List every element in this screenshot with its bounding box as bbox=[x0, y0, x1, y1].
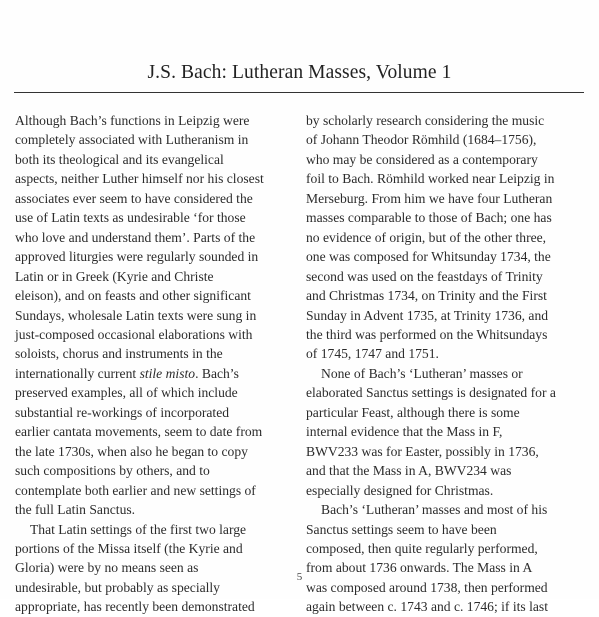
text-line: just-composed occasional elaborations with bbox=[15, 326, 253, 342]
right-column bbox=[306, 111, 586, 617]
text-line: Merseburg. From him we have four Lutheran bbox=[306, 190, 553, 206]
text-line: elaborated Sanctus settings is designated for a bbox=[306, 385, 556, 401]
text-line: masses comparable to those of Bach; one has bbox=[306, 210, 552, 226]
paragraph bbox=[306, 111, 586, 364]
text-line: was composed around 1738, then performed bbox=[306, 579, 548, 595]
text-line: appropriate, has recently been demonstrated bbox=[15, 599, 255, 615]
text-line: of Johann Theodor Römhild (1684–1756), bbox=[306, 132, 537, 148]
text-line: Latin or in Greek (Kyrie and Christe bbox=[15, 268, 214, 284]
paragraph bbox=[15, 111, 285, 364]
text-line: substantial re-workings of incorporated bbox=[15, 404, 230, 420]
text-line: foil to Bach. Römhild worked near Leipzig in bbox=[306, 171, 555, 187]
text-line: completely associated with Lutheranism in bbox=[15, 132, 249, 148]
text-line: and that the Mass in A, BWV234 was bbox=[306, 463, 512, 479]
text-line: soloists, chorus and instruments in the bbox=[15, 346, 223, 362]
text-line: such compositions by others, and to bbox=[15, 463, 210, 479]
text-line: None of Bach’s ‘Lutheran’ masses or bbox=[321, 365, 523, 381]
text-line: associates ever seem to have considered the bbox=[15, 190, 253, 206]
text-line: undesirable, but probably as specially bbox=[15, 579, 220, 595]
text-line: Sunday in Advent 1735, at Trinity 1736, and bbox=[306, 307, 549, 323]
text-line: the full Latin Sanctus. bbox=[15, 502, 136, 518]
text-line: portions of the Missa itself (the Kyrie and bbox=[15, 540, 243, 556]
text-line: again between c. 1743 and c. 1746; if its last bbox=[306, 599, 548, 615]
text-line: of 1745, 1747 and 1751. bbox=[306, 346, 439, 362]
text-line: both its theological and its evangelical bbox=[15, 151, 224, 167]
text-line: particular Feast, although there is some bbox=[306, 404, 520, 420]
title-rule bbox=[14, 92, 584, 93]
text-line: second was used on the feastdays of Trinity bbox=[306, 268, 543, 284]
text-line: preserved examples, all of which include bbox=[15, 385, 238, 401]
paragraph bbox=[306, 500, 586, 617]
paragraph bbox=[306, 364, 586, 500]
page-number: 5 bbox=[296, 571, 303, 583]
text-line: earlier cantata movements, seem to date from bbox=[15, 424, 263, 440]
text-line: Bach’s ‘Lutheran’ masses and most of his bbox=[321, 502, 548, 518]
text-line: and Christmas 1734, on Trinity and the First bbox=[306, 288, 547, 304]
text-line: aspects, neither Luther himself nor his closest bbox=[15, 171, 264, 187]
text-line: Gloria) were by no means seen as bbox=[15, 560, 199, 576]
text-line: composed, then quite regularly performed, bbox=[306, 540, 538, 556]
text-line: approved liturgies were regularly sounded in bbox=[15, 249, 259, 265]
text-line: no evidence of origin, but of the other three, bbox=[306, 229, 547, 245]
text-line: the late 1730s, when also he began to copy bbox=[15, 443, 248, 459]
paragraph bbox=[15, 383, 285, 519]
text-line: who love and understand them’. Parts of the bbox=[15, 229, 256, 245]
left-column bbox=[15, 111, 285, 617]
text-line: use of Latin texts as undesirable ‘for those bbox=[15, 210, 246, 226]
text-line: who may be considered as a contemporary bbox=[306, 151, 538, 167]
text-line: internationally current stile misto. Bach’s bbox=[15, 365, 239, 381]
text-line: That Latin settings of the first two large bbox=[30, 521, 247, 537]
text-line: contemplate both earlier and new settings of bbox=[15, 482, 256, 498]
text-line: especially designed for Christmas. bbox=[306, 482, 494, 498]
italic-term: stile misto bbox=[139, 365, 196, 381]
text-line: Sanctus settings seem to have been bbox=[306, 521, 497, 537]
text-line: internal evidence that the Mass in F, bbox=[306, 424, 503, 440]
text-line: the third was performed on the Whitsundays bbox=[306, 326, 548, 342]
text-line: eleison), and on feasts and other significant bbox=[15, 288, 251, 304]
paragraph bbox=[15, 520, 285, 617]
page-title: J.S. Bach: Lutheran Masses, Volume 1 bbox=[147, 62, 452, 83]
text-line: one was composed for Whitsunday 1734, the bbox=[306, 249, 551, 265]
text-line: by scholarly research considering the music bbox=[306, 113, 545, 128]
text-line: BWV233 was for Easter, possibly in 1736, bbox=[306, 443, 539, 459]
text-line: from about 1736 onwards. The Mass in A bbox=[306, 560, 533, 576]
text-line: Sundays, wholesale Latin texts were sung in bbox=[15, 307, 257, 323]
text-line: Although Bach’s functions in Leipzig were bbox=[15, 113, 250, 128]
